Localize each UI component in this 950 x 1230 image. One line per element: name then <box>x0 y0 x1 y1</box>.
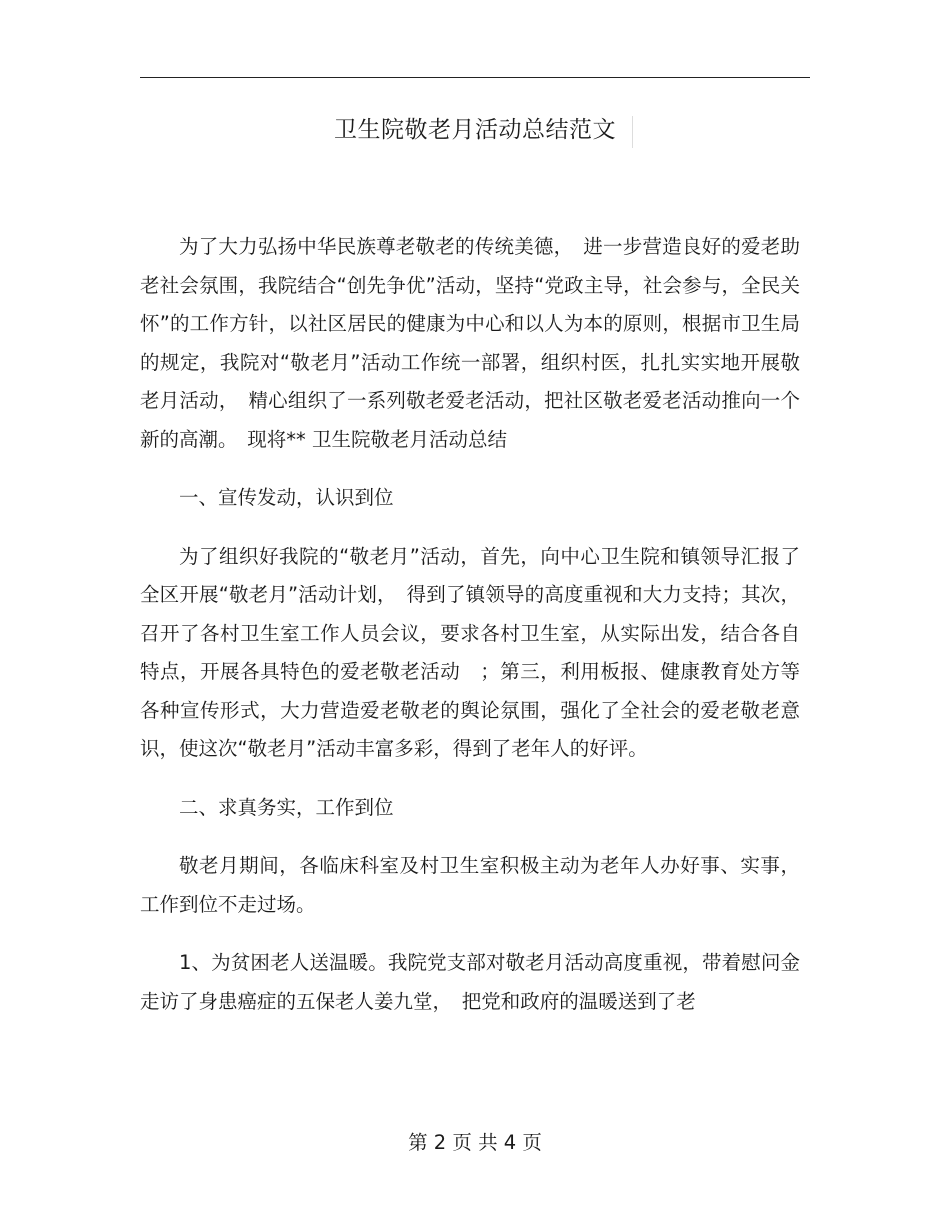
paragraph-intro: 为了大力弘扬中华民族尊老敬老的传统美德， 进一步营造良好的爱老助老社会氛围，我院结合“创先争优”活动，坚持“党政主导，社会参与，全民关怀”的工作方针，以社区居民的健康为中心和以人为本的原则，根据市卫生局的规定，我院对“敬老月”活动工作统一部署，组织村医，扎扎实实地开展敬老月活动， 精心组织了一系列敬老爱老活动，把社区敬老爱老活动推向一个新的高潮。 现将** 卫生院敬老月活动总结 <box>140 235 800 451</box>
paragraph-section-2: 敬老月期间，各临床科室及村卫生室积极主动为老年人办好事、实事，工作到位不走过场。 <box>140 854 800 916</box>
section-heading-1: 一、宣传发动，认识到位 <box>179 486 394 509</box>
paragraph-item-1: 1、为贫困老人送温暖。我院党支部对敬老月活动高度重视，带着慰问金走访了身患癌症的五保老人姜九堂， 把党和政府的温暖送到了老 <box>140 951 800 1013</box>
document-body <box>140 228 800 1041</box>
document-title: 卫生院敬老月活动总结范文 <box>334 117 616 143</box>
text-cursor-mark <box>632 116 633 148</box>
header-rule <box>140 77 810 78</box>
page-number: 第 2 页 共 4 页 <box>408 1131 542 1154</box>
paragraph-section-1: 为了组织好我院的“敬老月”活动，首先，向中心卫生院和镇领导汇报了全区开展“敬老月”活动计划， 得到了镇领导的高度重视和大力支持；其次，召开了各村卫生室工作人员会议，要求各村卫生室，从实际出发，结合各自特点，开展各具特色的爱老敬老活动 ；第三，利用板报、健康教育处方等各种宣传形式，大力营造爱老敬老的舆论氛围，强化了全社会的爱老敬老意识，使这次“敬老月”活动丰富多彩，得到了老年人的好评。 <box>140 544 800 760</box>
section-heading-2: 二、求真务实，工作到位 <box>179 795 394 819</box>
